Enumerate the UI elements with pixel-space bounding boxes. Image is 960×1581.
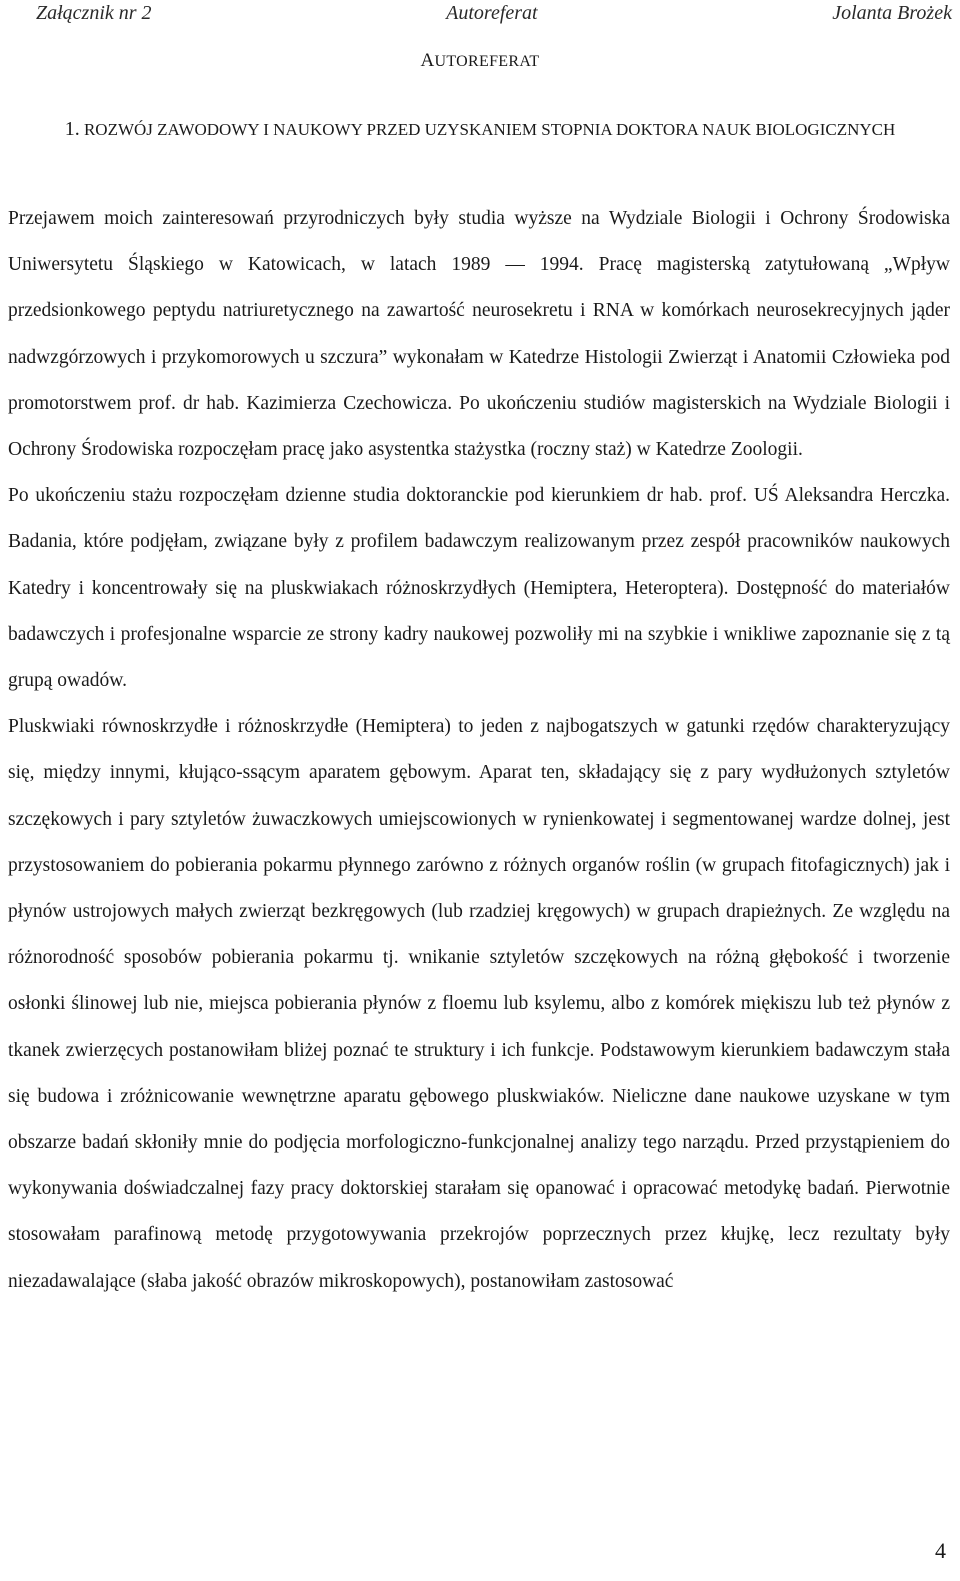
header-attachment: Załącznik nr 2	[36, 2, 152, 24]
paragraph-hemiptera: Pluskwiaki równoskrzydłe i różnoskrzydłe (Hemiptera) to jeden z najbogatszych w gatunki rzędów charakteryzujący się, między innymi, kłująco-ssącym aparatem gębowym. Aparat ten, składający się z pary wydłużonych sztyletów szczękowych i pary sztyletów żuwaczkowych umiejscowionych w rynienkowatej i segmentowanej wardze dolnej, jest przystosowaniem do pobierania pokarmu płynnego zarówno z różnych organów roślin (w grupach fitofagicznych) jak i płynów ustrojowych małych zwierząt bezkręgowych (lub rzadziej kręgowych) w grupach drapieżnych. Ze względu na różnorodność sposobów pobierania pokarmu tj. wnikanie sztyletów szczękowych na różną głębokość i tworzenie osłonki ślinowej lub nie, miejsca pobierania płynów z floemu lub ksylemu, albo z komórek miękiszu lub też płynów z tkanek zwierzęcych postanowiłam bliżej poznać te struktury i ich funkcje. Podstawowym kierunkiem badawczym stała się budowa i zróżnicowanie wewnętrzne aparatu gębowego pluskwiaków. Nieliczne dane naukowe uzyskane w tym obszarze badań skłoniły mnie do podjęcia morfologiczno-funkcjonalnej analizy tego narządu. Przed przystąpieniem do wykonywania doświadczalnej fazy pracy doktorskiej starałam się opanować i opracować metodykę badań. Pierwotnie stosowałam parafinową metodę przygotowywania przekrojów poprzecznych przez kłujkę, lecz rezultaty były niezadawalające (słaba jakość obrazów mikroskopowych), postanowiłam zastosować	[8, 716, 950, 1292]
page-header	[36, 2, 952, 25]
page-number: 4	[935, 1538, 946, 1563]
section-title: ROZWÓJ ZAWODOWY I NAUKOWY PRZED UZYSKANIEM STOPNIA DOKTORA NAUK BIOLOGICZNYCH	[83, 120, 896, 139]
section-heading	[0, 118, 960, 141]
header-document-type: Autoreferat	[446, 2, 538, 24]
header-author: Jolanta Brożek	[832, 2, 952, 24]
body-text	[8, 196, 950, 1305]
document-title	[0, 50, 960, 72]
title-rest: UTOREFERAT	[434, 53, 540, 70]
section-number: 1.	[64, 118, 80, 140]
paragraph-studies: Przejawem moich zainteresowań przyrodniczych były studia wyższe na Wydziale Biologii i Ochrony Środowiska Uniwersytetu Śląskiego w Katowicach, w latach 1989 — 1994. Pracę magisterską zatytułowaną „Wpływ przedsionkowego peptydu natriuretycznego na zawartość neurosekretu i RNA w komórkach neurosekrecyjnych jąder nadwzgórzowych i przykomorowych u szczura” wykonałam w Katedrze Histologii Zwierząt i Anatomii Człowieka pod promotorstwem prof. dr hab. Kazimierza Czechowicza. Po ukończeniu studiów magisterskich na Wydziale Biologii i Ochrony Środowiska rozpoczęłam pracę jako asystentka stażystka (roczny staż) w Katedrze Zoologii.	[8, 208, 950, 461]
title-first-letter: A	[420, 50, 435, 71]
paragraph-doctoral-studies: Po ukończeniu stażu rozpoczęłam dzienne studia doktoranckie pod kierunkiem dr hab. prof. UŚ Aleksandra Herczka. Badania, które podjęłam, związane były z profilem badawczym realizowanym przez zespół pracowników naukowych Katedry i koncentrowały się na pluskwiakach różnoskrzydłych (Hemiptera, Heteroptera). Dostępność do materiałów badawczych i profesjonalne wsparcie ze strony kadry naukowej pozwoliły mi na szybkie i wnikliwe zapoznanie się z tą grupą owadów.	[8, 485, 950, 692]
